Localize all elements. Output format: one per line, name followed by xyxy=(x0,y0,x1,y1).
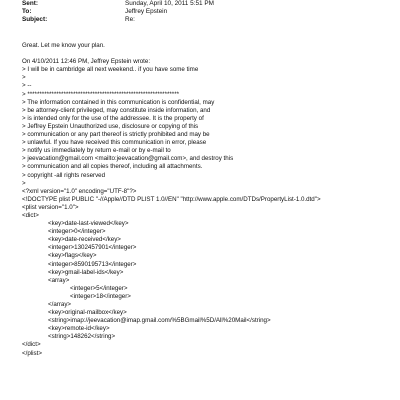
plist-line: <key>date-last-viewed</key> xyxy=(48,220,129,228)
plist-line: <array> xyxy=(48,276,70,284)
plist-close-tag: </plist> xyxy=(22,349,42,357)
plist-line: <integer>5</integer> xyxy=(70,284,128,292)
quoted-line: > -- xyxy=(22,82,32,90)
plist-line: <integer>1302457901</integer> xyxy=(48,244,137,252)
quoted-line: > communication and all copies thereof, including all attachments. xyxy=(22,163,203,171)
quoted-line: > copyright -all rights reserved xyxy=(22,171,106,179)
email-body xyxy=(22,42,392,358)
plist-line: <key>original-mailbox</key> xyxy=(48,309,127,317)
email-header xyxy=(22,0,392,24)
plist-line: <integer>18</integer> xyxy=(70,292,131,300)
to-value: Jeffrey Epstein xyxy=(125,8,168,15)
plist-line: <key>remote-id</key> xyxy=(48,325,110,333)
spacer xyxy=(22,50,392,58)
sent-label: Sent: xyxy=(22,0,38,7)
plist-line: <key>flags</key> xyxy=(48,252,97,260)
sent-row xyxy=(22,0,392,8)
quoted-line: > communication or any part thereof is strictly prohibited and may be xyxy=(22,131,210,139)
to-row xyxy=(22,8,392,16)
quote-intro: On 4/10/2011 12:46 PM, Jeffrey Epstein wrote: xyxy=(22,58,151,66)
quoted-line: > The information contained in this communication is confidential, may xyxy=(22,98,215,106)
plist-line: <string>imap://jeevacation@imap.gmail.com/%5BGmail%5D/All%20Mail</string> xyxy=(48,317,271,325)
plist-line: <integer>0</integer> xyxy=(48,228,106,236)
plist-line: <key>date-received</key> xyxy=(48,236,121,244)
quoted-line: > Jeffrey Epstein Unauthorized use, disclosure or copying of this xyxy=(22,122,199,130)
plist-doctype: <!DOCTYPE plist PUBLIC "-//Apple//DTD PLIST 1.0//EN" "http://www.apple.com/DTDs/PropertyList-1.0.dtd"> xyxy=(22,195,321,203)
to-label: To: xyxy=(22,8,32,15)
quoted-line: > be attorney-client privileged, may constitute inside information, and xyxy=(22,106,211,114)
subject-row xyxy=(22,16,392,24)
quoted-line: > *************************************************************** xyxy=(22,90,180,98)
quoted-line: > xyxy=(22,74,26,82)
quoted-message xyxy=(22,66,392,187)
quoted-line: > I will be in cambridge all next weekend.. if you have some time xyxy=(22,66,199,74)
sent-value: Sunday, April 10, 2011 5:51 PM xyxy=(125,0,214,7)
plist-line: </array> xyxy=(48,301,72,308)
xml-declaration: <?xml version="1.0" encoding="UTF-8"?> xyxy=(22,187,137,195)
quoted-line: > notify us immediately by return e-mail or by e-mail to xyxy=(22,147,171,155)
plist-line: <string>148262</string> xyxy=(48,333,116,341)
quoted-line: > unlawful. If you have received this communication in error, please xyxy=(22,139,207,147)
quoted-line: > is intended only for the use of the addressee. It is the property of xyxy=(22,114,204,122)
subject-label: Subject: xyxy=(22,16,48,23)
subject-value: Re: xyxy=(125,16,135,23)
quoted-line: > jeevacation@gmail.com <mailto:jeevacation@gmail.com>, and destroy this xyxy=(22,155,234,163)
plist-line: <key>gmail-label-ids</key> xyxy=(48,268,124,276)
dict-open-tag: <dict> xyxy=(22,211,39,219)
quoted-line: > xyxy=(22,179,26,187)
dict-close-tag: </dict> xyxy=(22,341,41,349)
plist-open-tag: <plist version="1.0"> xyxy=(22,203,79,211)
plist-entries xyxy=(22,220,392,341)
reply-text: Great. Let me know your plan. xyxy=(22,42,105,49)
plist-line: <integer>8590195713</integer> xyxy=(48,260,137,268)
